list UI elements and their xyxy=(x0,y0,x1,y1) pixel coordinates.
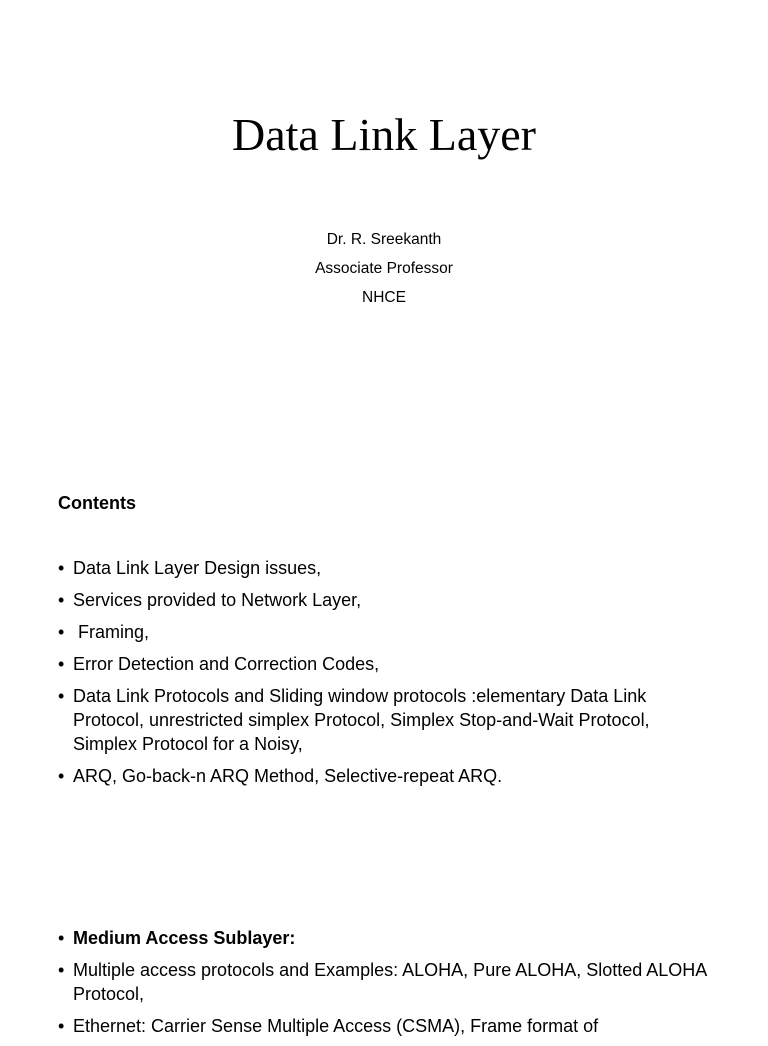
bullet-icon: • xyxy=(58,590,65,610)
bullet-icon: • xyxy=(58,654,65,674)
bullet-icon: • xyxy=(58,558,65,578)
list-item: • Multiple access protocols and Examples: ALOHA, Pure ALOHA, Slotted ALOHA Protocol, xyxy=(58,960,707,1004)
bullet-icon: • xyxy=(58,686,65,706)
author-name: Dr. R. Sreekanth xyxy=(326,231,442,248)
list-item: • Services provided to Network Layer, xyxy=(58,590,362,610)
title-slide xyxy=(0,0,768,460)
list-item: • Medium Access Sublayer: xyxy=(58,928,296,948)
bullet-icon: • xyxy=(58,622,65,642)
bullet-icon: • xyxy=(58,766,65,786)
list-item: • Data Link Layer Design issues, xyxy=(58,558,322,578)
contents-slide xyxy=(0,460,768,1036)
list-item: • Ethernet: Carrier Sense Multiple Access (CSMA), Frame format of xyxy=(58,1016,599,1036)
author-position: Associate Professor xyxy=(315,260,453,277)
list-item: • Framing, xyxy=(58,622,150,642)
slide-title: Data Link Layer xyxy=(232,109,536,160)
bullet-icon: • xyxy=(58,960,65,980)
bullet-icon: • xyxy=(58,928,65,948)
list-item: • ARQ, Go-back-n ARQ Method, Selective-repeat ARQ. xyxy=(58,766,503,786)
contents-list xyxy=(58,556,708,796)
author-institution: NHCE xyxy=(362,289,406,306)
list-item: • Error Detection and Correction Codes, xyxy=(58,654,380,674)
medium-access-list xyxy=(58,926,708,1046)
list-item: • Data Link Protocols and Sliding window protocols :elementary Data Link Protocol, unrestricted simplex Protocol, Simplex Stop-and-Wait Protocol, Simplex Protocol for a Noisy, xyxy=(58,686,650,754)
bullet-icon: • xyxy=(58,1016,65,1036)
contents-heading: Contents xyxy=(58,493,136,513)
